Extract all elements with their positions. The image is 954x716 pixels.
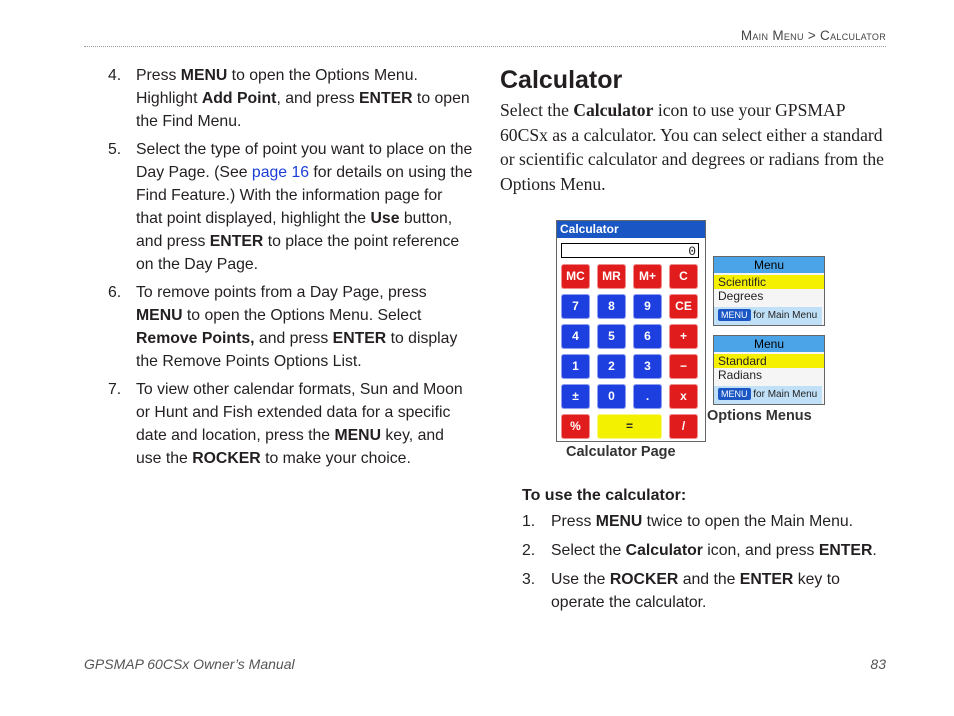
step-item <box>522 539 882 562</box>
text-run: icon to use your GPSMAP 60CSx as a calculator. You can select either a standard or scientific calculator and degrees or radians from the Options Menu. <box>500 100 884 194</box>
bold-term: Add Point <box>201 90 277 107</box>
step-item <box>108 378 473 470</box>
step-number: 4. <box>108 67 122 84</box>
options-menu-scientific <box>713 256 825 326</box>
text-run: Use the <box>551 571 610 588</box>
calculator-key[interactable]: % <box>561 414 590 439</box>
bold-term: MENU <box>180 67 228 84</box>
menu-footer <box>714 386 822 404</box>
text-run: key, and use the <box>136 427 444 467</box>
step-item <box>108 138 473 276</box>
text-run: . <box>872 542 877 559</box>
bold-term: ENTER <box>359 90 413 107</box>
step-text <box>136 281 473 373</box>
left-step-list <box>108 64 473 475</box>
bold-term: Calculator <box>573 100 654 120</box>
menu-footer-text: for Main Menu <box>753 310 818 321</box>
calculator-key[interactable]: 3 <box>633 354 662 379</box>
bold-term: ROCKER <box>609 571 679 588</box>
calculator-key[interactable]: 2 <box>597 354 626 379</box>
section-intro <box>500 98 892 196</box>
step-number: 6. <box>108 284 122 301</box>
menu-footer <box>714 307 822 325</box>
header-rule <box>84 46 886 47</box>
calculator-key[interactable]: 7 <box>561 294 590 319</box>
text-run: and press <box>254 330 333 347</box>
running-header: Main Menu > Calculator <box>740 28 886 43</box>
calculator-key[interactable]: − <box>669 354 698 379</box>
procedure-title: To use the calculator: <box>522 487 687 504</box>
menu-key-icon: MENU <box>718 309 751 321</box>
text-run: key to operate the calculator. <box>551 571 840 611</box>
text-run: for details on using the Find Feature.) With the information page for that point displayed, highlight the <box>136 164 473 227</box>
calculator-key[interactable]: M+ <box>633 264 662 289</box>
section-title: Calculator <box>500 66 623 94</box>
menu-option: Radians <box>718 368 763 382</box>
calculator-display: 0 <box>561 243 699 258</box>
bold-term: ENTER <box>818 542 873 559</box>
calculator-key[interactable]: MR <box>597 264 626 289</box>
bold-term: MENU <box>334 427 381 444</box>
step-number: 7. <box>108 381 122 398</box>
menu-title: Menu <box>714 336 824 352</box>
text-run: to make your choice. <box>260 450 411 467</box>
text-run: and the <box>678 571 740 588</box>
step-item <box>522 568 882 614</box>
text-run: Select the type of point you want to place on the Day Page. (See <box>136 141 473 181</box>
bold-term: Calculator <box>625 542 703 559</box>
text-run: to open the Options Menu. Highlight <box>136 67 418 107</box>
menu-option-selected: Standard <box>714 354 824 368</box>
bold-term: Use <box>370 210 400 227</box>
step-text <box>136 64 473 133</box>
step-text <box>136 378 473 470</box>
text-run: To view other calendar formats, Sun and Moon or Hunt and Fish extended data for a specific date and location, press the <box>136 381 463 444</box>
text-run: button, and press <box>136 210 453 250</box>
bold-term: MENU <box>136 307 183 324</box>
bold-term: ROCKER <box>192 450 261 467</box>
calculator-key[interactable]: = <box>597 414 662 439</box>
step-text <box>551 539 882 562</box>
calculator-key[interactable]: C <box>669 264 698 289</box>
calculator-key[interactable]: 9 <box>633 294 662 319</box>
step-item <box>108 281 473 373</box>
calculator-key[interactable]: x <box>669 384 698 409</box>
text-run: Press <box>136 67 181 84</box>
options-menus-caption: Options Menus <box>707 408 812 424</box>
calculator-key[interactable]: 4 <box>561 324 590 349</box>
calculator-key[interactable]: / <box>669 414 698 439</box>
menu-footer-text: for Main Menu <box>753 389 818 400</box>
calculator-key[interactable]: 0 <box>597 384 626 409</box>
text-run: twice to open the Main Menu. <box>642 513 854 530</box>
step-number: 2. <box>522 542 536 559</box>
text-run: to place the point reference on the Day Page. <box>136 233 460 273</box>
step-text <box>551 510 882 533</box>
procedure-step-list <box>522 510 882 620</box>
calculator-key[interactable]: 1 <box>561 354 590 379</box>
options-menu-standard <box>713 335 825 405</box>
step-item <box>522 510 882 533</box>
step-number: 5. <box>108 141 122 158</box>
calculator-key[interactable]: 8 <box>597 294 626 319</box>
text-run: Press <box>551 513 596 530</box>
step-number: 3. <box>522 571 536 588</box>
calculator-key[interactable]: ± <box>561 384 590 409</box>
page-link[interactable]: page 16 <box>251 164 310 181</box>
step-text <box>136 138 473 276</box>
step-number: 1. <box>522 513 536 530</box>
calculator-title: Calculator <box>560 222 619 236</box>
calculator-caption: Calculator Page <box>566 444 676 460</box>
bold-term: Remove Points, <box>136 330 255 347</box>
bold-term: ENTER <box>739 571 794 588</box>
calculator-key[interactable]: MC <box>561 264 590 289</box>
bold-term: ENTER <box>209 233 264 250</box>
menu-key-icon: MENU <box>718 388 751 400</box>
footer-page-number: 83 <box>870 656 886 672</box>
menu-title: Menu <box>714 257 824 273</box>
calculator-key[interactable]: 6 <box>633 324 662 349</box>
menu-option: Degrees <box>718 289 764 303</box>
text-run: , and press <box>276 90 359 107</box>
bold-term: ENTER <box>332 330 387 347</box>
calculator-key[interactable]: + <box>669 324 698 349</box>
calculator-key[interactable]: . <box>633 384 662 409</box>
step-item <box>108 64 473 133</box>
text-run: To remove points from a Day Page, press <box>136 284 427 301</box>
calculator-key[interactable]: 5 <box>597 324 626 349</box>
text-run: icon, and press <box>702 542 819 559</box>
text-run: Select the <box>551 542 626 559</box>
calculator-screenshot <box>556 220 706 442</box>
footer-manual-title: GPSMAP 60CSx Owner’s Manual <box>84 656 295 672</box>
text-run: Select the <box>500 100 574 120</box>
bold-term: MENU <box>595 513 643 530</box>
text-run: to open the Find Menu. <box>136 90 470 130</box>
menu-option-selected: Scientific <box>714 275 824 289</box>
text-run: to display the Remove Points Options List. <box>136 330 458 370</box>
text-run: to open the Options Menu. Select <box>182 307 422 324</box>
calculator-title-bar <box>557 221 705 238</box>
step-text <box>551 568 882 614</box>
calculator-key[interactable]: CE <box>669 294 698 319</box>
